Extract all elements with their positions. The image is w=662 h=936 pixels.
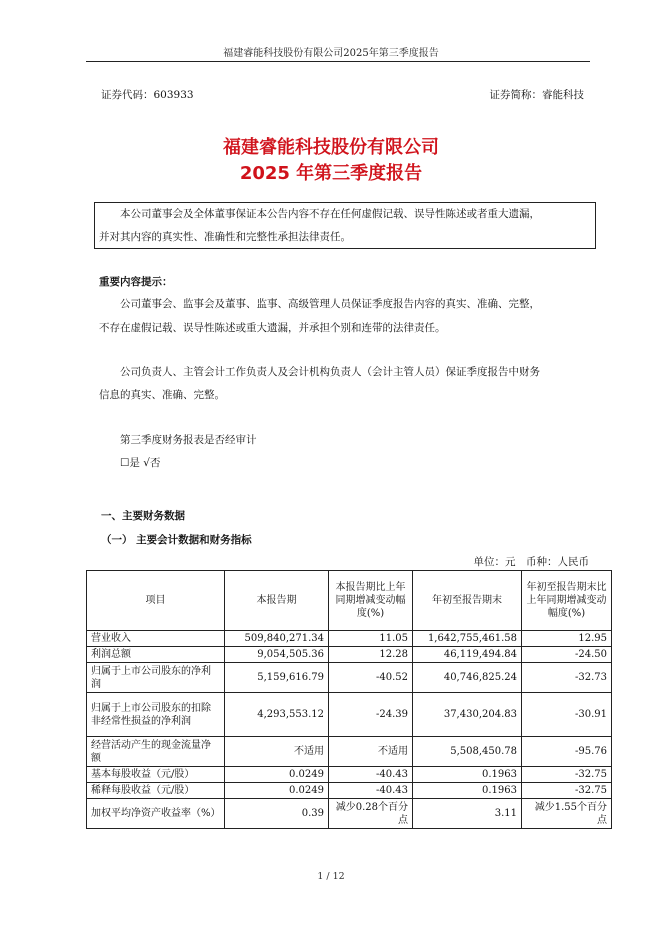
col-header-current-change: 本报告期比上年同期增减变动幅度(%) [329, 571, 413, 631]
cell-value: -32.75 [522, 767, 612, 783]
cell-value: 37,430,204.83 [413, 693, 522, 737]
cell-value: -24.50 [522, 647, 612, 663]
row-label: 经营活动产生的现金流量净额 [87, 737, 225, 767]
cell-value: -95.76 [522, 737, 612, 767]
cell-value: 9,054,505.36 [225, 647, 329, 663]
declaration-line-1: 本公司董事会及全体董事保证本公告内容不存在任何虚假记载、误导性陈述或者重大遗漏， [120, 208, 540, 220]
important-p1-line1: 公司董事会、监事会及董事、监事、高级管理人员保证季度报告内容的真实、准确、完整， [120, 298, 540, 310]
row-label: 加权平均净资产收益率（%） [87, 799, 225, 829]
cell-value: 12.95 [522, 631, 612, 647]
col-header-item: 项目 [87, 571, 225, 631]
report-title-period: 2025 年第三季度报告 [239, 163, 423, 184]
header-rule [86, 61, 590, 62]
cell-value: -32.73 [522, 663, 612, 693]
cell-value: 1,642,755,461.58 [413, 631, 522, 647]
table-row [87, 799, 612, 829]
important-p1-line2: 不存在虚假记载、误导性陈述或重大遗漏，并承担个别和连带的法律责任。 [99, 322, 446, 334]
cell-value: 11.05 [329, 631, 413, 647]
cell-value: 3.11 [413, 799, 522, 829]
row-label: 基本每股收益（元/股） [87, 767, 225, 783]
section-heading: 一、主要财务数据 [101, 510, 185, 522]
col-header-ytd: 年初至报告期末 [413, 571, 522, 631]
audit-answer: ☐是 √否 [120, 457, 161, 469]
financial-data-table [86, 570, 612, 829]
cell-value: 减少1.55个百分点 [522, 799, 612, 829]
cell-value: 5,508,450.78 [413, 737, 522, 767]
cell-value: 0.1963 [413, 783, 522, 799]
cell-value: -24.39 [329, 693, 413, 737]
cell-value: -32.75 [522, 783, 612, 799]
cell-value: 12.28 [329, 647, 413, 663]
col-header-ytd-change: 年初至报告期末比上年同期增减变动幅度(%) [522, 571, 612, 631]
stock-abbreviation: 证券简称：睿能科技 [489, 89, 584, 101]
col-header-current-period: 本报告期 [225, 571, 329, 631]
cell-value: 5,159,616.79 [225, 663, 329, 693]
cell-value: -30.91 [522, 693, 612, 737]
table-row [87, 647, 612, 663]
table-row [87, 737, 612, 767]
table-row [87, 663, 612, 693]
page-number: 1 / 12 [317, 871, 345, 882]
important-p2-line1: 公司负责人、主管会计工作负责人及会计机构负责人（会计主管人员）保证季度报告中财务 [120, 366, 540, 378]
row-label: 稀释每股收益（元/股） [87, 783, 225, 799]
table-row [87, 693, 612, 737]
stock-code: 证券代码：603933 [101, 89, 194, 101]
cell-value: 0.0249 [225, 767, 329, 783]
audit-question: 第三季度财务报表是否经审计 [120, 434, 257, 446]
cell-value: 不适用 [225, 737, 329, 767]
table-row [87, 767, 612, 783]
cell-value: 0.1963 [413, 767, 522, 783]
cell-value: -40.52 [329, 663, 413, 693]
unit-currency-note: 单位：元 币种：人民币 [473, 556, 589, 568]
table-row [87, 783, 612, 799]
table-row [87, 631, 612, 647]
table-header-row [87, 571, 612, 631]
cell-value: 0.39 [225, 799, 329, 829]
row-label: 归属于上市公司股东的扣除非经常性损益的净利润 [87, 693, 225, 737]
cell-value: 46,119,494.84 [413, 647, 522, 663]
declaration-line-2: 并对其内容的真实性、准确性和完整性承担法律责任。 [99, 231, 351, 243]
cell-value: 509,840,271.34 [225, 631, 329, 647]
row-label: 归属于上市公司股东的净利润 [87, 663, 225, 693]
cell-value: 0.0249 [225, 783, 329, 799]
cell-value: 不适用 [329, 737, 413, 767]
cell-value: 减少0.28个百分点 [329, 799, 413, 829]
cell-value: 40,746,825.24 [413, 663, 522, 693]
report-title-company: 福建睿能科技股份有限公司 [223, 137, 439, 158]
row-label: 营业收入 [87, 631, 225, 647]
cell-value: -40.43 [329, 767, 413, 783]
subsection-heading: （一） 主要会计数据和财务指标 [101, 534, 252, 546]
cell-value: 4,293,553.12 [225, 693, 329, 737]
important-p2-line2: 信息的真实、准确、完整。 [99, 389, 225, 401]
row-label: 利润总额 [87, 647, 225, 663]
running-header: 福建睿能科技股份有限公司2025年第三季度报告 [223, 48, 439, 59]
cell-value: -40.43 [329, 783, 413, 799]
important-heading: 重要内容提示： [99, 276, 173, 288]
